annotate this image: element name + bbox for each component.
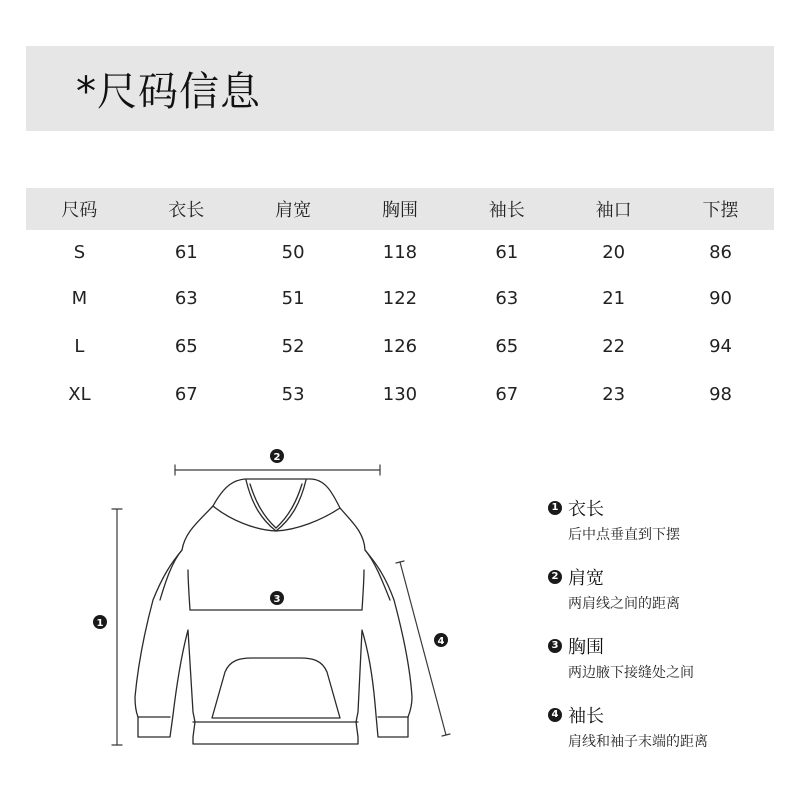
table-cell: 50 bbox=[281, 241, 305, 263]
number-badge-icon: 1 bbox=[548, 501, 562, 515]
legend-title: 衣长 bbox=[568, 499, 604, 520]
dimension-line-length bbox=[112, 509, 122, 745]
legend-item-sleeve bbox=[548, 703, 788, 751]
table-cell: 94 bbox=[709, 335, 732, 357]
table-cell: XL bbox=[68, 383, 91, 405]
title-bar bbox=[26, 46, 774, 131]
table-cell: 130 bbox=[382, 383, 418, 405]
table-row bbox=[26, 370, 774, 418]
table-cell: 63 bbox=[495, 287, 519, 309]
hoodie-icon bbox=[135, 479, 412, 744]
table-row bbox=[26, 230, 774, 274]
page-title: *尺码信息 bbox=[76, 69, 261, 115]
table-header-row bbox=[26, 188, 774, 230]
table-cell: 52 bbox=[281, 335, 305, 357]
column-header: 胸围 bbox=[347, 188, 454, 230]
svg-text:1: 1 bbox=[96, 618, 104, 629]
table-cell: 51 bbox=[281, 287, 305, 309]
size-table bbox=[26, 188, 774, 418]
dimension-line-sleeve bbox=[396, 561, 450, 736]
table-cell: 67 bbox=[495, 383, 519, 405]
table-cell: 22 bbox=[602, 335, 626, 357]
legend-description: 两肩线之间的距离 bbox=[568, 596, 680, 612]
table-cell: 126 bbox=[382, 335, 418, 357]
number-badge-icon: 3 bbox=[548, 639, 562, 653]
table-cell: 86 bbox=[709, 241, 732, 263]
legend-title: 袖长 bbox=[568, 706, 604, 727]
dimension-line-shoulder bbox=[175, 465, 380, 475]
column-header: 下摆 bbox=[667, 188, 774, 230]
table-row bbox=[26, 322, 774, 370]
column-header: 肩宽 bbox=[240, 188, 347, 230]
legend-title: 肩宽 bbox=[568, 568, 604, 589]
legend-description: 后中点垂直到下摆 bbox=[568, 527, 680, 543]
table-cell: S bbox=[73, 241, 86, 263]
number-badge-icon: 2 bbox=[548, 570, 562, 584]
measurement-legend bbox=[548, 496, 788, 772]
marker-3-icon bbox=[270, 591, 284, 605]
table-cell: 65 bbox=[495, 335, 519, 357]
column-header: 袖长 bbox=[453, 188, 560, 230]
table-cell: 23 bbox=[602, 383, 626, 405]
table-row bbox=[26, 274, 774, 322]
table-cell: L bbox=[74, 335, 85, 357]
legend-description: 肩线和袖子末端的距离 bbox=[568, 734, 708, 750]
table-cell: 63 bbox=[174, 287, 198, 309]
table-cell: 118 bbox=[382, 241, 418, 263]
table-cell: 21 bbox=[602, 287, 626, 309]
table-cell: 90 bbox=[709, 287, 732, 309]
marker-1-icon bbox=[93, 615, 107, 629]
number-badge-icon: 4 bbox=[548, 708, 562, 722]
table-cell: 53 bbox=[281, 383, 305, 405]
table-cell: 61 bbox=[174, 241, 198, 263]
legend-title: 胸围 bbox=[568, 637, 604, 658]
legend-description: 两边腋下接缝处之间 bbox=[568, 665, 694, 681]
marker-4-icon bbox=[434, 633, 448, 647]
svg-text:3: 3 bbox=[273, 594, 281, 605]
column-header: 衣长 bbox=[133, 188, 240, 230]
table-cell: 20 bbox=[602, 241, 626, 263]
legend-item-shoulder bbox=[548, 565, 788, 613]
column-header: 尺码 bbox=[26, 188, 133, 230]
legend-item-length bbox=[548, 496, 788, 544]
table-cell: 122 bbox=[382, 287, 418, 309]
table-cell: M bbox=[71, 287, 88, 309]
svg-text:2: 2 bbox=[273, 452, 281, 463]
table-cell: 61 bbox=[495, 241, 519, 263]
table-cell: 98 bbox=[709, 383, 732, 405]
column-header: 袖口 bbox=[560, 188, 667, 230]
marker-2-icon bbox=[270, 449, 284, 463]
table-cell: 67 bbox=[174, 383, 198, 405]
legend-item-chest bbox=[548, 634, 788, 682]
table-cell: 65 bbox=[174, 335, 198, 357]
svg-text:4: 4 bbox=[437, 636, 445, 647]
hoodie-diagram bbox=[0, 430, 500, 800]
